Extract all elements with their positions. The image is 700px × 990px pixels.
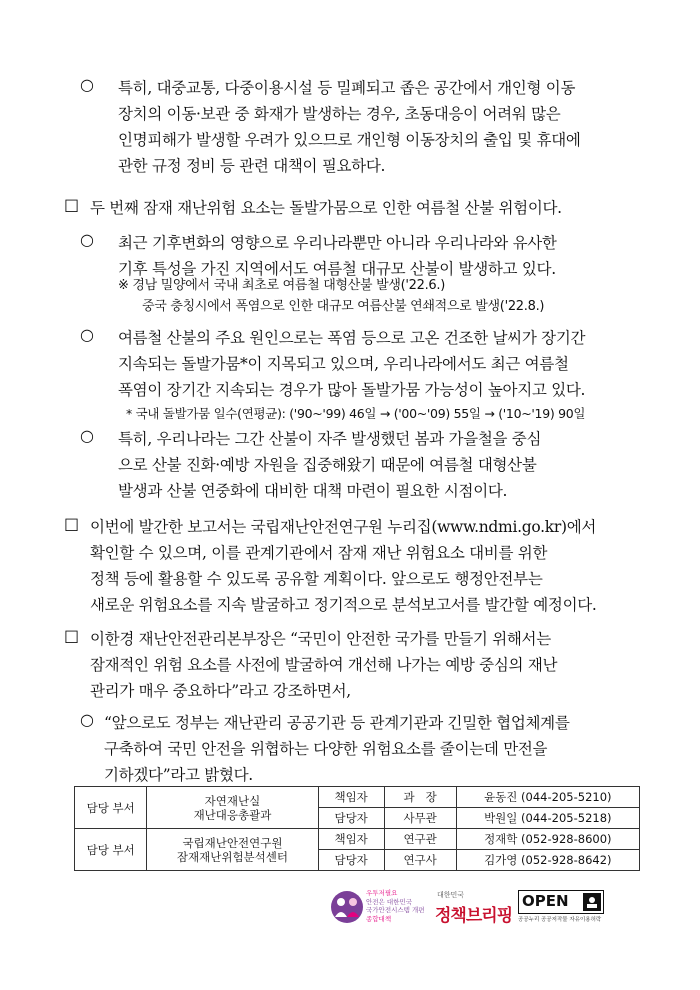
logo-small-text: 대한민국 — [437, 891, 465, 899]
dept-label: 담당 부서 — [75, 787, 147, 829]
title-cell: 사무관 — [384, 808, 456, 829]
person-cell: 정재학 (052-928-8600) — [456, 829, 639, 850]
role-cell: 책임자 — [318, 829, 384, 850]
logo-text-line: 국가안전시스템 개편 — [366, 906, 425, 914]
text-line: 특히, 우리나라는 그간 산불이 자주 발생했던 봄과 가을철을 중심 — [118, 430, 542, 448]
text-line: “앞으로도 정부는 재난관리 공공기관 등 관계기관과 긴밀한 협업체계를 — [104, 714, 570, 732]
logo-text-line: 종합대책 — [366, 914, 392, 923]
safety-reform-logo — [330, 888, 425, 926]
circle-bullet: ○ — [80, 75, 94, 94]
text-line: 두 번째 잠재 재난위험 요소는 돌발가뭄으로 인한 여름철 산불 위험이다. — [90, 199, 562, 217]
square-bullet: □ — [64, 514, 80, 533]
square-bullet: □ — [64, 195, 80, 214]
dept-name-line: 국립재난안전연구원 — [182, 835, 283, 850]
logo-sub-text: 공공누리 공공저작물 자유이용허락 — [518, 917, 602, 923]
title-cell: 연구관 — [384, 829, 456, 850]
text-line: 특히, 대중교통, 다중이용시설 등 밀폐되고 좁은 공간에서 개인형 이동 — [118, 79, 576, 97]
paragraph-director-quote — [90, 626, 557, 704]
text-line: 관리가 매우 중요하다”라고 강조하면서, — [90, 682, 351, 700]
note-wildfire-china: 중국 충칭시에서 폭염으로 인한 대규모 여름산불 연쇄적으로 발생('22.8.) — [142, 299, 545, 314]
square-bullet: □ — [64, 626, 80, 645]
text-line: 으로 산불 진화·예방 자원을 집중해왔기 때문에 여름철 대형산불 — [118, 456, 537, 474]
people-emblem-icon — [330, 889, 364, 925]
license-badge-icon — [583, 893, 601, 911]
text-line: 장치의 이동·보관 중 화재가 발생하는 경우, 초동대응이 어려워 많은 — [118, 105, 561, 123]
paragraph-report-publication — [90, 514, 597, 618]
text-line: 정책 등에 활용할 수 있도록 공유할 계획이다. 앞으로도 행정안전부는 — [90, 570, 543, 588]
role-cell: 책임자 — [318, 787, 384, 808]
open-license-logo — [518, 888, 604, 926]
note-wildfire-korea: ※ 경남 밀양에서 국내 최초로 여름철 대형산불 발생('22.6.) — [118, 278, 445, 293]
circle-bullet: ○ — [80, 710, 94, 729]
role-cell: 담당자 — [318, 808, 384, 829]
person-cell: 김가영 (052-928-8642) — [456, 850, 639, 871]
text-line: 여름철 산불의 주요 원인으로는 폭염 등으로 고온 건조한 날씨가 장기간 — [118, 329, 586, 347]
text-line: 최근 기후변화의 영향으로 우리나라뿐만 아니라 우리나라와 유사한 — [118, 234, 557, 252]
circle-bullet: ○ — [80, 325, 94, 344]
dept-name-line: 잠재재난위험분석센터 — [176, 849, 288, 864]
table-row — [75, 829, 640, 850]
dept-name-line: 자연재난실 — [204, 793, 261, 808]
title-cell: 과 장 — [384, 787, 456, 808]
logo-text-line: 안전은 대한민국 — [366, 897, 413, 906]
paragraph-second-risk — [90, 195, 562, 221]
paragraph-wildfire-response — [118, 426, 541, 504]
logo-text-line: 우투저필요 — [366, 889, 398, 897]
text-line: 관한 규정 정비 등 관련 대책이 필요하다. — [118, 157, 386, 175]
text-line: 기후 특성을 가진 지역에서도 여름철 대규모 산불이 발생하고 있다. — [118, 260, 556, 278]
dept-name — [147, 829, 318, 871]
table-row — [75, 787, 640, 808]
text-line: 새로운 위험요소를 지속 발굴하고 정기적으로 분석보고서를 발간할 예정이다. — [90, 596, 597, 614]
logo-main-text: OPEN — [522, 892, 569, 910]
text-line: 잠재적인 위험 요소를 사전에 발굴하여 개선해 나가는 예방 중심의 재난 — [90, 656, 558, 674]
text-line: 구축하여 국민 안전을 위협하는 다양한 위험요소를 줄이는데 만전을 — [104, 740, 548, 758]
text-line: 이번에 발간한 보고서는 국립재난안전연구원 누리집(www.ndmi.go.kr)에서 — [90, 518, 597, 536]
text-line: 발생과 산불 연중화에 대비한 대책 마련이 필요한 시점이다. — [118, 482, 508, 500]
logo-main-text: 정책브리핑 — [435, 906, 513, 926]
note-drought-days: * 국내 돌발가뭄 일수(연평균): ('90~'99) 46일 → ('00~'09) 55일 → ('10~'19) 90일 — [126, 406, 586, 421]
text-line: 이한경 재난안전관리본부장은 “국민이 안전한 국가를 만들기 위해서는 — [90, 630, 551, 648]
text-line: 기하겠다”라고 밝혔다. — [104, 766, 253, 784]
contact-table — [74, 786, 640, 871]
text-line: 확인할 수 있으며, 이를 관계기관에서 잠재 재난 위험요소 대비를 위한 — [90, 544, 548, 562]
paragraph-pm-fire — [118, 75, 581, 179]
policy-briefing-logo — [435, 888, 513, 926]
person-cell: 박원일 (044-205-5218) — [456, 808, 639, 829]
dept-label: 담당 부서 — [75, 829, 147, 871]
paragraph-government-pledge — [104, 710, 570, 788]
dept-name — [147, 787, 318, 829]
circle-bullet: ○ — [80, 426, 94, 445]
dept-name-line: 재난대응총괄과 — [193, 807, 272, 822]
text-line: 폭염이 장기간 지속되는 경우가 많아 돌발가뭄 가능성이 높아지고 있다. — [118, 381, 586, 399]
role-cell: 담당자 — [318, 850, 384, 871]
circle-bullet: ○ — [80, 230, 94, 249]
person-cell: 윤동진 (044-205-5210) — [456, 787, 639, 808]
text-line: 인명피해가 발생할 우려가 있으므로 개인형 이동장치의 출입 및 휴대에 — [118, 131, 581, 149]
text-line: 지속되는 돌발가뭄*이 지목되고 있으며, 우리나라에서도 최근 여름철 — [118, 355, 569, 373]
title-cell: 연구사 — [384, 850, 456, 871]
paragraph-flash-drought — [118, 325, 585, 403]
